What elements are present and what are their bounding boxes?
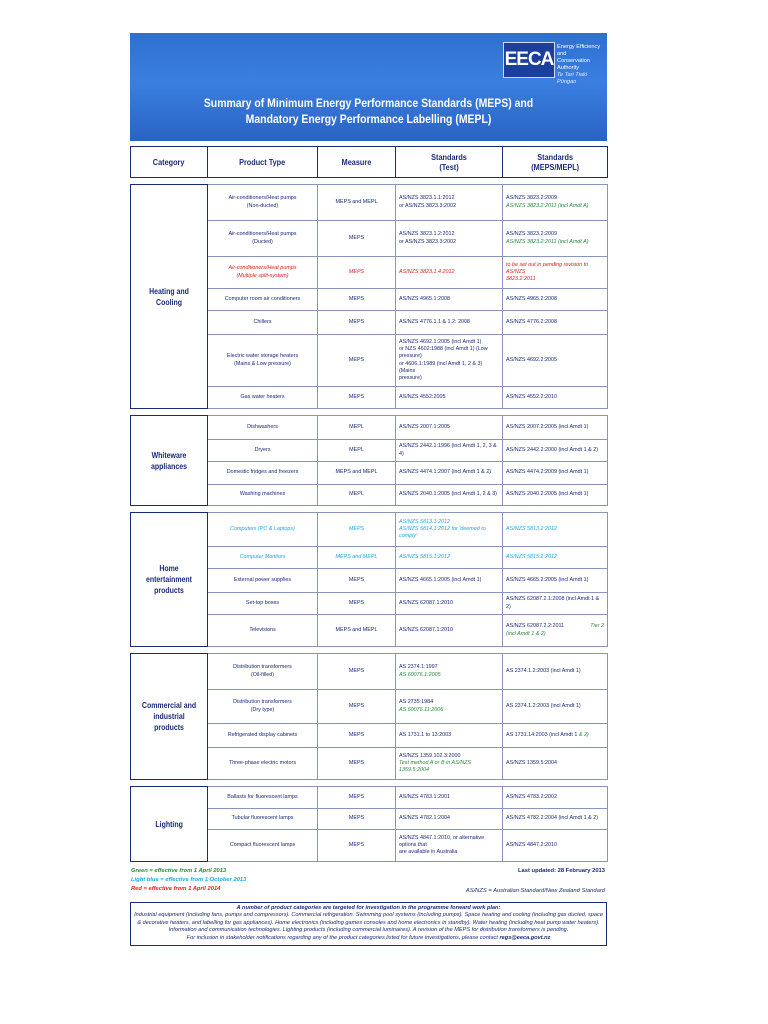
product-type-cell: [208, 690, 318, 724]
cell-line: (Multiple split-system): [236, 272, 289, 279]
test-standard-cell: [396, 690, 503, 724]
test-standard-cell: [396, 335, 503, 387]
measure-cell: [318, 569, 396, 593]
cell-line: AS/NZS 3823.1.1:2012: [399, 195, 455, 202]
test-standard-cell: [396, 485, 503, 506]
product-type-cell: [208, 416, 318, 440]
category-group: [130, 786, 608, 862]
measure-cell: [318, 830, 396, 862]
cell-line: AS 60076.1:2005: [399, 671, 441, 678]
cell-line: MEPS and MEPL: [335, 469, 378, 476]
cell-line: AS/NZS 4782.2:2004 (incl Amdt 1 & 2): [506, 815, 598, 822]
cell-line: MEPS: [348, 793, 365, 800]
cell-line: AS/NZS 4847.1:2010, or alternative options that: [399, 834, 485, 848]
header-product-type: Product Type: [208, 147, 318, 178]
product-type-cell: [208, 724, 318, 748]
cell-line: Dishwashers: [247, 423, 278, 430]
cell-line: AS/NZS 5814.1:2012 for 'deemed to comply': [399, 525, 486, 540]
cell-line: AS/NZS 4474.1:2007 (incl Amdt 1 & 2): [399, 469, 491, 476]
measure-cell: [318, 485, 396, 506]
product-type-cell: [208, 387, 318, 409]
category-label: Commercial and: [141, 701, 197, 710]
cell-line: Electric water storage heaters: [226, 353, 299, 360]
cell-line: AS/NZS 2007.2:2005 (incl Amdt 1): [506, 423, 589, 430]
header-standards-meps: Standards (MEPS/MEPL): [503, 147, 608, 178]
product-type-cell: [208, 748, 318, 780]
legend: [130, 865, 607, 897]
cell-line: AS/NZS 4692.1:2005 (incl Amdt 1): [399, 338, 482, 345]
test-standard-cell: [396, 809, 503, 830]
cell-line: MEPS: [348, 702, 365, 709]
category-cell: [131, 787, 208, 862]
cell-line: AS/NZS 1359.102.3:2000: [399, 752, 461, 759]
measure-cell: [318, 690, 396, 724]
cell-line: MEPS: [348, 318, 365, 325]
cell-line: Air-conditioners/Heat pumps: [228, 231, 297, 238]
cell-line: Dryers: [254, 446, 271, 453]
cell-line: AS/NZS 62087.2.1:2008 (incl Amdt 1 & 2): [506, 596, 600, 610]
cell-line: AS/NZS 3823.1.2:2012: [399, 231, 455, 238]
cell-line: AS 1731.14:2003 (incl Amdt 1 & 2): [506, 731, 589, 738]
product-type-cell: [208, 654, 318, 690]
cell-line: or AS/NZS 3823.3:2002: [399, 238, 456, 245]
meps-standard-cell: [503, 615, 608, 647]
cell-line: AS/NZS 3823.2:2009: [506, 231, 557, 238]
measure-cell: [318, 615, 396, 647]
product-type-cell: [208, 809, 318, 830]
cell-line: Washing machines: [239, 491, 286, 498]
test-standard-cell: [396, 416, 503, 440]
product-type-cell: [208, 513, 318, 547]
category-label: industrial products: [153, 712, 185, 732]
cell-line: Computer room air conditioners: [224, 295, 301, 302]
meps-standard-cell: [503, 569, 608, 593]
measure-cell: [318, 787, 396, 809]
cell-line: MEPS: [348, 841, 365, 848]
cell-line: AS/NZS 4776.1.1 & 1.2: 2008: [399, 318, 471, 325]
test-standard-cell: [396, 513, 503, 547]
cell-line: or AS/NZS 3823.3:2002: [399, 202, 456, 209]
cell-line: MEPS and MEPL: [335, 626, 378, 633]
cell-line: AS 1731.1 to 13:2003: [399, 731, 452, 738]
measure-cell: [318, 547, 396, 569]
meps-standard-cell: [503, 257, 608, 289]
category-groups: [130, 184, 607, 862]
product-type-cell: [208, 830, 318, 862]
product-type-cell: [208, 547, 318, 569]
meps-standard-cell: [503, 462, 608, 485]
measure-cell: [318, 748, 396, 780]
cell-line: Compact fluorescent lamps: [229, 841, 296, 848]
cell-line: AS/NZS 4692.2:2005: [506, 356, 557, 363]
cell-line: AS 60076.11:2006: [399, 706, 444, 713]
measure-cell: [318, 440, 396, 462]
test-standard-cell: [396, 289, 503, 311]
cell-line: AS/NZS 2007.1:2005: [399, 423, 450, 430]
cell-line: MEPS and MEPL: [335, 198, 378, 205]
cell-line: Air-conditioners/Heat pumps: [228, 265, 297, 272]
category-cell: [131, 654, 208, 780]
category-label: Heating and Cooling: [149, 286, 189, 307]
test-standard-cell: [396, 547, 503, 569]
cell-line: Set-top boxes: [245, 599, 280, 606]
cell-line: or 4606.1:1989 (incl Amdt 1, 2 & 3) (Mains: [399, 360, 483, 374]
product-type-cell: [208, 787, 318, 809]
category-label: products: [154, 586, 184, 595]
measure-cell: [318, 387, 396, 409]
cell-line: MEPS and MEPL: [335, 553, 378, 560]
meps-standard-cell: [503, 387, 608, 409]
cell-line: MEPS: [348, 295, 365, 302]
column-header-table: [130, 146, 608, 178]
cell-line: Three-phase electric motors: [228, 759, 297, 766]
test-standard-cell: [396, 724, 503, 748]
cell-line: AS 2735:1984: [399, 699, 434, 706]
product-type-cell: [208, 569, 318, 593]
cell-line: AS/NZS 5815.1:2012: [399, 553, 450, 560]
test-standard-cell: [396, 830, 503, 862]
cell-line: (incl Amdt 1 & 2): [506, 630, 546, 637]
cell-line: AS/NZS 62087.1:2010: [399, 626, 453, 633]
cell-line: pressure): [399, 375, 422, 382]
cell-line: or NZS 4602:1988 (incl Amdt 1) (Low pressure): [399, 345, 488, 360]
cell-line: External power supplies: [233, 576, 292, 583]
category-cell: [131, 416, 208, 506]
table-row: [131, 654, 608, 690]
meps-standard-cell: [503, 440, 608, 462]
cell-line: are available in Australia: [399, 849, 458, 856]
category-label: Home entertainment: [145, 564, 193, 584]
category-group: [130, 512, 608, 647]
measure-cell: [318, 654, 396, 690]
table-row: [131, 787, 608, 809]
cell-line: AS/NZS 4474.2:2009 (incl Amdt 1): [506, 469, 589, 476]
cell-line: AS/NZS 3823.2:2009: [506, 195, 557, 202]
meps-standard-cell: [503, 335, 608, 387]
measure-cell: [318, 185, 396, 221]
cell-line: Televisions: [249, 626, 276, 633]
cell-line: AS/NZS 62087.2.2:2011 Tier 2: [506, 623, 604, 630]
cell-line: MEPL: [349, 423, 364, 430]
meps-standard-cell: [503, 654, 608, 690]
product-type-cell: [208, 257, 318, 289]
meps-standard-cell: [503, 485, 608, 506]
product-type-cell: [208, 462, 318, 485]
cell-line: Test method A or B in AS/NZS 1359.5:2004: [399, 759, 472, 774]
cell-line: MEPS: [348, 815, 365, 822]
cell-line: (Non-ducted): [246, 202, 279, 209]
product-type-cell: [208, 289, 318, 311]
test-standard-cell: [396, 569, 503, 593]
cell-line: to be set out in pending revision to AS/NZS: [506, 261, 589, 275]
meps-standard-cell: [503, 185, 608, 221]
cell-line: MEPS: [348, 268, 365, 275]
contact-email[interactable]: regs@eeca.govt.nz: [499, 934, 551, 941]
category-group: [130, 184, 608, 409]
test-standard-cell: [396, 748, 503, 780]
test-standard-cell: [396, 654, 503, 690]
cell-line: AS/NZS 4965.1:2008: [399, 295, 450, 302]
cell-line: MEPL: [349, 491, 364, 498]
test-standard-cell: [396, 311, 503, 335]
document-page: [130, 33, 607, 946]
legend-green: Green = effective from 1 April 2013: [131, 868, 227, 874]
cell-line: AS/NZS 4552.2:2010: [506, 393, 557, 400]
cell-line: AS/NZS 62087.1:2010: [399, 599, 453, 606]
category-label: Whiteware appliances: [151, 450, 187, 471]
meps-standard-cell: [503, 809, 608, 830]
test-standard-cell: [396, 787, 503, 809]
cell-line: Domestic fridges and freezers: [226, 469, 299, 476]
cell-line: AS/NZS 3823.2:2011 (incl Amdt A): [506, 202, 589, 209]
test-standard-cell: [396, 440, 503, 462]
test-standard-cell: [396, 593, 503, 615]
measure-cell: [318, 593, 396, 615]
eeca-logo: EECA: [503, 42, 555, 78]
meps-standard-cell: [503, 690, 608, 724]
category-cell: [131, 513, 208, 647]
measure-cell: [318, 221, 396, 257]
cell-line: AS/NZS 2442.2:2000 (incl Amdt 1 & 2): [506, 446, 598, 453]
cell-line: 3823.2:2011: [506, 276, 536, 283]
cell-line: MEPS: [348, 667, 365, 674]
cell-line: Air-conditioners/Heat pumps: [228, 195, 297, 202]
measure-cell: [318, 513, 396, 547]
note-title: A number of product categories are targeted for investigation in the programme forward work plan:: [236, 905, 501, 911]
measure-cell: [318, 311, 396, 335]
cell-line: Refrigerated display cabinets: [227, 731, 298, 738]
cell-line: AS 2374.1:1997: [399, 664, 438, 671]
cell-line: AS/NZS 5813.1:2012: [399, 518, 450, 525]
table-row: [131, 513, 608, 547]
product-type-cell: [208, 615, 318, 647]
product-type-cell: [208, 311, 318, 335]
cell-line: AS/NZS 4965.2:2008: [506, 295, 557, 302]
test-standard-cell: [396, 185, 503, 221]
cell-line: AS/NZS 4847.2:2010: [506, 841, 557, 848]
cell-line: AS/NZS 4552:2005: [399, 393, 446, 400]
cell-line: MEPS: [348, 234, 365, 241]
cell-line: AS/NZS 4782.1:2004: [399, 815, 450, 822]
cell-line: AS/NZS 1359.5:2004: [506, 759, 557, 766]
legend-red: Red = effective from 1 April 2014: [131, 886, 221, 892]
meps-standard-cell: [503, 830, 608, 862]
meps-standard-cell: [503, 724, 608, 748]
category-group: [130, 415, 608, 506]
cell-line: Gas water heaters: [240, 393, 285, 400]
meps-standard-cell: [503, 748, 608, 780]
category-cell: [131, 185, 208, 409]
meps-standard-cell: [503, 289, 608, 311]
cell-line: Ballasts for fluorescent lamps: [227, 793, 298, 800]
cell-line: AS/NZS 4783.2:2002: [506, 793, 557, 800]
cell-line: AS/NZS 2040.1:2005 (incl Amdt 1, 2 & 3): [399, 491, 497, 498]
measure-cell: [318, 335, 396, 387]
test-standard-cell: [396, 615, 503, 647]
test-standard-cell: [396, 387, 503, 409]
header-measure: Measure: [318, 147, 396, 178]
meps-standard-cell: [503, 416, 608, 440]
meps-standard-cell: [503, 311, 608, 335]
product-type-cell: [208, 593, 318, 615]
category-label: Lighting: [155, 819, 183, 829]
cell-line: AS/NZS 2442.1:1996 (incl Amdt 1, 2, 3 & 4): [399, 443, 497, 457]
last-updated: Last updated: 28 February 2013: [518, 868, 605, 874]
cell-line: MEPS: [348, 393, 365, 400]
test-standard-cell: [396, 462, 503, 485]
note-body: Industrial equipment (including fans, pumps and compressors). Commercial refrigeration. Swimming pool systems (including pumps). Space heating and cooling (including gas ducted, space & decorative heaters, and labelling for gas appliances). Home electronics (including games consoles and home electronics in standby). Water heating (including heat pump water heaters). Information and communication technologies. Lighting products (including commercial luminaires). A revision of the MEPS for distribution transformers is pending.: [134, 912, 603, 934]
measure-cell: [318, 462, 396, 485]
measure-cell: [318, 809, 396, 830]
cell-line: Computer Monitors: [239, 553, 286, 560]
cell-line: AS/NZS 2040.2:2005 (incl Amdt 1): [506, 491, 589, 498]
product-type-cell: [208, 335, 318, 387]
cell-line: MEPS: [348, 356, 365, 363]
cell-line: AS/NZS 4665.1:2005 (incl Amdt 1): [399, 576, 482, 583]
test-standard-cell: [396, 257, 503, 289]
cell-line: AS/NZS 5813.2:2012: [506, 525, 557, 532]
cell-line: MEPS: [348, 759, 365, 766]
cell-line: MEPS: [348, 525, 365, 532]
cell-line: MEPS: [348, 576, 365, 583]
page-title: Summary of Minimum Energy Performance Standards (MEPS) and Mandatory Energy Performance Labelling (MEPL): [203, 96, 534, 126]
meps-standard-cell: [503, 787, 608, 809]
product-type-cell: [208, 221, 318, 257]
cell-line: MEPS: [348, 731, 365, 738]
cell-line: Computers (PC & Laptops): [230, 525, 295, 532]
table-row: [131, 416, 608, 440]
cell-line: (Mains & Low pressure): [234, 360, 291, 367]
cell-line: (Ducted): [252, 238, 273, 245]
category-group: [130, 653, 608, 780]
measure-cell: [318, 416, 396, 440]
table-row: [131, 185, 608, 221]
note-contact: For inclusion in stakeholder notifications regarding any of the product categories listed for future investigations, please contact regs@eeca.govt.nz: [186, 934, 551, 941]
measure-cell: [318, 289, 396, 311]
product-type-cell: [208, 440, 318, 462]
org-name: Energy Efficiency and Conservation Authority Te Tari Tiaki Pūngao: [557, 44, 601, 85]
meps-standard-cell: [503, 513, 608, 547]
cell-line: AS/NZS 5815.2:2012: [506, 553, 557, 560]
asnzs-definition: AS/NZS = Australian Standard/New Zealand Standard: [465, 888, 605, 894]
cell-line: (Dry type): [250, 706, 275, 713]
cell-line: AS/NZS 3823.1.4:2012: [399, 268, 455, 275]
meps-standard-cell: [503, 221, 608, 257]
cell-line: (Oil-filled): [250, 671, 275, 678]
cell-line: Tubular fluorescent lamps: [231, 815, 294, 822]
header-category: Category: [131, 147, 208, 178]
cell-line: AS 2374.1.2:2003 (incl Amdt 1): [506, 667, 581, 674]
cell-line: Chillers: [253, 318, 272, 325]
header-standards-test: Standards (Test): [396, 147, 503, 178]
meps-standard-cell: [503, 547, 608, 569]
cell-line: Distribution transformers: [233, 699, 292, 706]
cell-line: Distribution transformers: [233, 664, 292, 671]
cell-line: AS/NZS 3823.2:2011 (incl Amdt A): [506, 238, 589, 245]
measure-cell: [318, 724, 396, 748]
test-standard-cell: [396, 221, 503, 257]
cell-line: MEPS: [348, 599, 365, 606]
product-type-cell: [208, 485, 318, 506]
cell-line: AS 2374.1.2:2003 (incl Amdt 1): [506, 702, 581, 709]
cell-line: AS/NZS 4783.1:2001: [399, 793, 450, 800]
product-type-cell: [208, 185, 318, 221]
meps-standard-cell: [503, 593, 608, 615]
legend-light-blue: Light blue = effective from 1 October 2013: [131, 877, 247, 883]
cell-line: AS/NZS 4776.2:2008: [506, 318, 557, 325]
title-banner: [130, 33, 607, 141]
cell-line: AS/NZS 4665.2:2005 (incl Amdt 1): [506, 576, 589, 583]
cell-line: MEPL: [349, 446, 364, 453]
measure-cell: [318, 257, 396, 289]
forward-work-plan-note: [130, 902, 607, 946]
